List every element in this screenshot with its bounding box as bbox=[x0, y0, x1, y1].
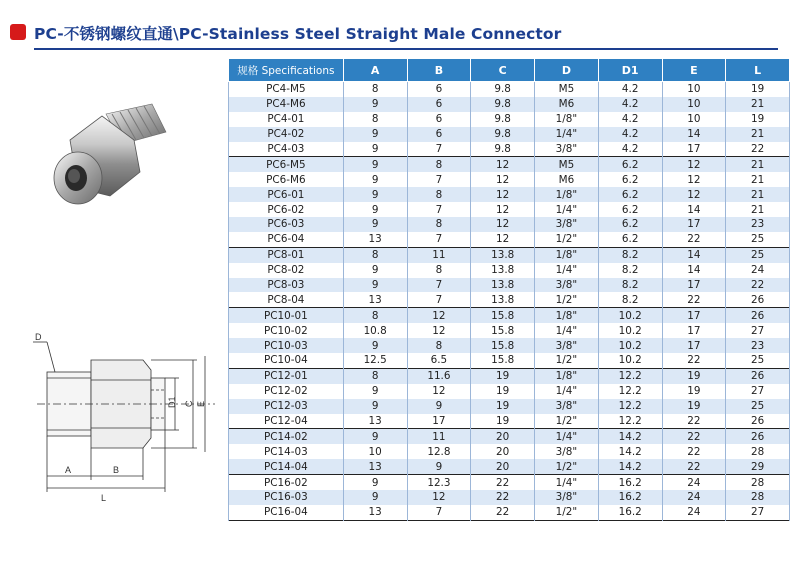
table-cell: 28 bbox=[726, 475, 790, 490]
table-cell: PC14-03 bbox=[229, 444, 344, 459]
table-cell: 22 bbox=[471, 475, 535, 490]
column-header: C bbox=[471, 59, 535, 82]
table-cell: 10 bbox=[662, 112, 726, 127]
label-b: B bbox=[113, 465, 120, 475]
table-cell: 9 bbox=[343, 278, 407, 293]
table-row bbox=[229, 217, 790, 232]
table-cell: 9.8 bbox=[471, 127, 535, 142]
table-cell: PC8-03 bbox=[229, 278, 344, 293]
table-cell: 19 bbox=[471, 384, 535, 399]
table-cell: 12 bbox=[662, 157, 726, 172]
table-cell: 22 bbox=[726, 142, 790, 157]
table-cell: 4.2 bbox=[598, 142, 662, 157]
table-cell: 20 bbox=[471, 459, 535, 474]
table-cell: 10.2 bbox=[598, 353, 662, 368]
table-cell: 15.8 bbox=[471, 323, 535, 338]
table-cell: 22 bbox=[662, 232, 726, 247]
table-cell: 21 bbox=[726, 187, 790, 202]
table-cell: PC16-02 bbox=[229, 475, 344, 490]
table-cell: 3/8" bbox=[535, 278, 599, 293]
table-cell: 25 bbox=[726, 353, 790, 368]
table-row bbox=[229, 142, 790, 157]
table-cell: 14 bbox=[662, 127, 726, 142]
table-cell: 25 bbox=[726, 399, 790, 414]
table-cell: 12 bbox=[662, 187, 726, 202]
table-row bbox=[229, 127, 790, 142]
table-cell: 1/8" bbox=[535, 112, 599, 127]
table-row bbox=[229, 384, 790, 399]
table-row bbox=[229, 247, 790, 262]
table-cell: 12.2 bbox=[598, 368, 662, 383]
table-cell: 25 bbox=[726, 247, 790, 262]
table-row bbox=[229, 490, 790, 505]
table-cell: 8.2 bbox=[598, 263, 662, 278]
table-row bbox=[229, 399, 790, 414]
table-cell: PC10-02 bbox=[229, 323, 344, 338]
table-cell: 9 bbox=[343, 172, 407, 187]
table-cell: 27 bbox=[726, 384, 790, 399]
table-cell: 21 bbox=[726, 202, 790, 217]
table-row bbox=[229, 82, 790, 97]
table-cell: 9 bbox=[343, 187, 407, 202]
table-cell: PC4-03 bbox=[229, 142, 344, 157]
table-cell: 1/2" bbox=[535, 292, 599, 307]
table-cell: 14.2 bbox=[598, 429, 662, 444]
column-header: D bbox=[535, 59, 599, 82]
table-cell: 6.2 bbox=[598, 187, 662, 202]
product-photo bbox=[40, 92, 180, 222]
column-header: E bbox=[662, 59, 726, 82]
table-cell: 29 bbox=[726, 459, 790, 474]
table-cell: 9 bbox=[343, 399, 407, 414]
table-cell: 16.2 bbox=[598, 490, 662, 505]
table-cell: 10.2 bbox=[598, 323, 662, 338]
table-cell: 13.8 bbox=[471, 247, 535, 262]
table-cell: PC4-M6 bbox=[229, 97, 344, 112]
table-row bbox=[229, 444, 790, 459]
table-cell: 23 bbox=[726, 217, 790, 232]
table-row bbox=[229, 323, 790, 338]
table-cell: 12 bbox=[407, 384, 471, 399]
table-cell: 13.8 bbox=[471, 263, 535, 278]
table-cell: 26 bbox=[726, 292, 790, 307]
spec-table bbox=[228, 58, 790, 521]
table-cell: 8 bbox=[407, 187, 471, 202]
table-cell: 7 bbox=[407, 232, 471, 247]
table-cell: 24 bbox=[662, 490, 726, 505]
table-cell: 7 bbox=[407, 292, 471, 307]
page-title: PC-不锈钢螺纹直通\PC-Stainless Steel Straight Male Connector bbox=[34, 25, 562, 43]
table-cell: 15.8 bbox=[471, 308, 535, 323]
table-row bbox=[229, 112, 790, 127]
table-cell: 22 bbox=[662, 459, 726, 474]
table-cell: 1/2" bbox=[535, 459, 599, 474]
table-cell: 14.2 bbox=[598, 444, 662, 459]
table-cell: 17 bbox=[662, 308, 726, 323]
table-cell: PC16-04 bbox=[229, 505, 344, 520]
table-cell: PC6-04 bbox=[229, 232, 344, 247]
table-cell: 21 bbox=[726, 172, 790, 187]
table-cell: 4.2 bbox=[598, 82, 662, 97]
table-cell: 9 bbox=[343, 263, 407, 278]
table-cell: M5 bbox=[535, 157, 599, 172]
table-cell: 3/8" bbox=[535, 444, 599, 459]
table-cell: 19 bbox=[662, 384, 726, 399]
table-cell: PC8-01 bbox=[229, 247, 344, 262]
table-cell: 12 bbox=[471, 157, 535, 172]
table-cell: 10 bbox=[662, 82, 726, 97]
table-cell: 8.2 bbox=[598, 278, 662, 293]
table-cell: 1/2" bbox=[535, 353, 599, 368]
table-cell: 9.8 bbox=[471, 97, 535, 112]
table-cell: 12 bbox=[471, 172, 535, 187]
table-row bbox=[229, 187, 790, 202]
table-cell: PC6-03 bbox=[229, 217, 344, 232]
table-cell: 4.2 bbox=[598, 97, 662, 112]
label-d1: D1 bbox=[167, 396, 177, 408]
table-cell: 22 bbox=[726, 278, 790, 293]
table-cell: 10 bbox=[343, 444, 407, 459]
table-cell: 8.2 bbox=[598, 247, 662, 262]
table-row bbox=[229, 308, 790, 323]
table-cell: 22 bbox=[662, 429, 726, 444]
table-cell: 9.8 bbox=[471, 82, 535, 97]
table-cell: 19 bbox=[726, 82, 790, 97]
table-cell: 16.2 bbox=[598, 505, 662, 520]
table-cell: PC10-03 bbox=[229, 338, 344, 353]
table-cell: 13 bbox=[343, 292, 407, 307]
table-cell: 12.3 bbox=[407, 475, 471, 490]
table-cell: 9 bbox=[343, 217, 407, 232]
label-d: D bbox=[35, 332, 42, 342]
table-cell: PC8-04 bbox=[229, 292, 344, 307]
table-cell: 9 bbox=[343, 127, 407, 142]
table-cell: 14 bbox=[662, 247, 726, 262]
table-cell: 13 bbox=[343, 414, 407, 429]
table-cell: 1/2" bbox=[535, 414, 599, 429]
table-cell: M6 bbox=[535, 172, 599, 187]
table-cell: 28 bbox=[726, 490, 790, 505]
table-cell: 27 bbox=[726, 505, 790, 520]
table-cell: PC6-M5 bbox=[229, 157, 344, 172]
table-cell: PC12-02 bbox=[229, 384, 344, 399]
table-cell: 9 bbox=[407, 399, 471, 414]
table-cell: 19 bbox=[662, 368, 726, 383]
table-cell: 10.2 bbox=[598, 338, 662, 353]
table-cell: 12 bbox=[662, 172, 726, 187]
spec-table-header bbox=[229, 59, 790, 82]
table-cell: 12.5 bbox=[343, 353, 407, 368]
table-cell: 26 bbox=[726, 308, 790, 323]
table-cell: 8 bbox=[343, 112, 407, 127]
table-cell: 6 bbox=[407, 97, 471, 112]
table-cell: 3/8" bbox=[535, 490, 599, 505]
table-cell: 15.8 bbox=[471, 353, 535, 368]
table-cell: 1/4" bbox=[535, 127, 599, 142]
table-cell: 20 bbox=[471, 429, 535, 444]
table-cell: 17 bbox=[662, 323, 726, 338]
table-cell: 6.2 bbox=[598, 157, 662, 172]
table-cell: 9.8 bbox=[471, 142, 535, 157]
table-cell: 6.2 bbox=[598, 232, 662, 247]
table-cell: PC14-02 bbox=[229, 429, 344, 444]
column-header: 规格 Specifications bbox=[229, 59, 344, 82]
table-cell: 14 bbox=[662, 202, 726, 217]
table-cell: 19 bbox=[471, 414, 535, 429]
table-cell: 6.5 bbox=[407, 353, 471, 368]
table-cell: 1/4" bbox=[535, 323, 599, 338]
page-header bbox=[10, 18, 780, 52]
table-cell: 12 bbox=[471, 217, 535, 232]
table-cell: 6 bbox=[407, 127, 471, 142]
table-cell: 4.2 bbox=[598, 127, 662, 142]
table-cell: 26 bbox=[726, 429, 790, 444]
table-cell: 17 bbox=[662, 338, 726, 353]
table-cell: 19 bbox=[471, 368, 535, 383]
table-cell: 12 bbox=[471, 202, 535, 217]
table-cell: 4.2 bbox=[598, 112, 662, 127]
table-cell: 9 bbox=[343, 157, 407, 172]
column-header: L bbox=[726, 59, 790, 82]
table-cell: 3/8" bbox=[535, 338, 599, 353]
table-cell: 9 bbox=[343, 338, 407, 353]
table-cell: PC8-02 bbox=[229, 263, 344, 278]
table-cell: PC14-04 bbox=[229, 459, 344, 474]
table-cell: 17 bbox=[662, 142, 726, 157]
table-cell: 1/8" bbox=[535, 368, 599, 383]
table-row bbox=[229, 505, 790, 520]
table-cell: 12 bbox=[471, 232, 535, 247]
table-cell: 8 bbox=[343, 308, 407, 323]
table-row bbox=[229, 475, 790, 490]
table-cell: 1/4" bbox=[535, 384, 599, 399]
table-cell: PC12-04 bbox=[229, 414, 344, 429]
column-header: D1 bbox=[598, 59, 662, 82]
table-cell: 7 bbox=[407, 142, 471, 157]
table-row bbox=[229, 414, 790, 429]
table-cell: 22 bbox=[471, 505, 535, 520]
label-l: L bbox=[101, 493, 107, 503]
table-row bbox=[229, 202, 790, 217]
table-cell: 12.8 bbox=[407, 444, 471, 459]
table-cell: 11.6 bbox=[407, 368, 471, 383]
table-cell: 21 bbox=[726, 127, 790, 142]
table-cell: 6.2 bbox=[598, 172, 662, 187]
table-cell: 9 bbox=[407, 459, 471, 474]
table-cell: 12 bbox=[407, 323, 471, 338]
table-cell: PC6-01 bbox=[229, 187, 344, 202]
table-cell: 26 bbox=[726, 414, 790, 429]
table-cell: 24 bbox=[662, 475, 726, 490]
table-cell: 9 bbox=[343, 490, 407, 505]
table-cell: 9 bbox=[343, 475, 407, 490]
table-cell: 1/8" bbox=[535, 308, 599, 323]
table-cell: 28 bbox=[726, 444, 790, 459]
table-row bbox=[229, 338, 790, 353]
table-cell: 8 bbox=[407, 157, 471, 172]
table-cell: 12 bbox=[407, 308, 471, 323]
table-cell: PC6-02 bbox=[229, 202, 344, 217]
table-row bbox=[229, 97, 790, 112]
table-cell: 8.2 bbox=[598, 292, 662, 307]
table-cell: 1/2" bbox=[535, 505, 599, 520]
column-header: A bbox=[343, 59, 407, 82]
table-cell: 12.2 bbox=[598, 399, 662, 414]
table-cell: 6.2 bbox=[598, 202, 662, 217]
table-cell: 3/8" bbox=[535, 142, 599, 157]
table-cell: 13.8 bbox=[471, 278, 535, 293]
table-cell: 6 bbox=[407, 82, 471, 97]
table-cell: PC10-01 bbox=[229, 308, 344, 323]
label-e: E bbox=[196, 400, 206, 407]
table-cell: 14.2 bbox=[598, 459, 662, 474]
table-cell: 1/4" bbox=[535, 202, 599, 217]
table-cell: 11 bbox=[407, 247, 471, 262]
table-row bbox=[229, 368, 790, 383]
table-cell: 19 bbox=[662, 399, 726, 414]
table-cell: 9 bbox=[343, 202, 407, 217]
table-cell: 7 bbox=[407, 505, 471, 520]
table-cell: PC12-01 bbox=[229, 368, 344, 383]
table-cell: 22 bbox=[662, 414, 726, 429]
table-cell: 11 bbox=[407, 429, 471, 444]
table-cell: 1/8" bbox=[535, 247, 599, 262]
table-cell: 7 bbox=[407, 278, 471, 293]
table-cell: 17 bbox=[662, 217, 726, 232]
table-cell: 9.8 bbox=[471, 112, 535, 127]
table-cell: 12.2 bbox=[598, 384, 662, 399]
table-cell: 9 bbox=[343, 97, 407, 112]
table-cell: 9 bbox=[343, 384, 407, 399]
table-cell: 13.8 bbox=[471, 292, 535, 307]
table-cell: 8 bbox=[343, 368, 407, 383]
table-cell: 27 bbox=[726, 323, 790, 338]
table-cell: 8 bbox=[407, 338, 471, 353]
table-cell: 10.2 bbox=[598, 308, 662, 323]
table-cell: 16.2 bbox=[598, 475, 662, 490]
table-cell: PC4-M5 bbox=[229, 82, 344, 97]
table-row bbox=[229, 292, 790, 307]
table-cell: 10 bbox=[662, 97, 726, 112]
table-row bbox=[229, 232, 790, 247]
table-cell: 6 bbox=[407, 112, 471, 127]
table-row bbox=[229, 459, 790, 474]
table-cell: 22 bbox=[471, 490, 535, 505]
spec-table-body bbox=[229, 82, 790, 521]
table-cell: 14 bbox=[662, 263, 726, 278]
table-cell: 13 bbox=[343, 459, 407, 474]
table-cell: M6 bbox=[535, 97, 599, 112]
table-cell: PC4-01 bbox=[229, 112, 344, 127]
table-row bbox=[229, 263, 790, 278]
table-cell: PC10-04 bbox=[229, 353, 344, 368]
table-cell: 22 bbox=[662, 444, 726, 459]
table-cell: 1/4" bbox=[535, 475, 599, 490]
table-cell: 1/4" bbox=[535, 429, 599, 444]
table-cell: 21 bbox=[726, 97, 790, 112]
table-cell: 22 bbox=[662, 292, 726, 307]
table-cell: M5 bbox=[535, 82, 599, 97]
table-cell: 20 bbox=[471, 444, 535, 459]
table-cell: 15.8 bbox=[471, 338, 535, 353]
table-cell: 17 bbox=[662, 278, 726, 293]
table-cell: PC6-M6 bbox=[229, 172, 344, 187]
label-c: C bbox=[184, 400, 194, 407]
table-cell: PC16-03 bbox=[229, 490, 344, 505]
table-cell: 1/8" bbox=[535, 187, 599, 202]
table-cell: 23 bbox=[726, 338, 790, 353]
table-cell: 24 bbox=[726, 263, 790, 278]
table-cell: 13 bbox=[343, 232, 407, 247]
red-square-icon bbox=[10, 24, 26, 40]
table-cell: 7 bbox=[407, 172, 471, 187]
label-a: A bbox=[65, 465, 72, 475]
table-cell: 6.2 bbox=[598, 217, 662, 232]
table-cell: 8 bbox=[407, 217, 471, 232]
table-cell: 24 bbox=[662, 505, 726, 520]
table-cell: 1/4" bbox=[535, 263, 599, 278]
table-cell: 25 bbox=[726, 232, 790, 247]
title-underline bbox=[34, 48, 778, 50]
table-cell: 8 bbox=[343, 82, 407, 97]
table-cell: PC4-02 bbox=[229, 127, 344, 142]
table-row bbox=[229, 172, 790, 187]
table-cell: 8 bbox=[343, 247, 407, 262]
table-cell: 1/2" bbox=[535, 232, 599, 247]
table-cell: 19 bbox=[471, 399, 535, 414]
table-cell: 13 bbox=[343, 505, 407, 520]
table-row bbox=[229, 157, 790, 172]
table-cell: 17 bbox=[407, 414, 471, 429]
table-cell: 12.2 bbox=[598, 414, 662, 429]
table-row bbox=[229, 429, 790, 444]
table-cell: 12 bbox=[407, 490, 471, 505]
table-cell: 3/8" bbox=[535, 399, 599, 414]
table-cell: 9 bbox=[343, 429, 407, 444]
table-row bbox=[229, 353, 790, 368]
table-cell: 21 bbox=[726, 157, 790, 172]
table-row bbox=[229, 278, 790, 293]
column-header: B bbox=[407, 59, 471, 82]
table-cell: 9 bbox=[343, 142, 407, 157]
table-cell: 7 bbox=[407, 202, 471, 217]
table-cell: 12 bbox=[471, 187, 535, 202]
table-cell: 22 bbox=[662, 353, 726, 368]
table-cell: 10.8 bbox=[343, 323, 407, 338]
table-cell: 3/8" bbox=[535, 217, 599, 232]
table-cell: 19 bbox=[726, 112, 790, 127]
table-cell: PC12-03 bbox=[229, 399, 344, 414]
table-cell: 26 bbox=[726, 368, 790, 383]
dimension-drawing bbox=[25, 330, 225, 510]
table-cell: 8 bbox=[407, 263, 471, 278]
